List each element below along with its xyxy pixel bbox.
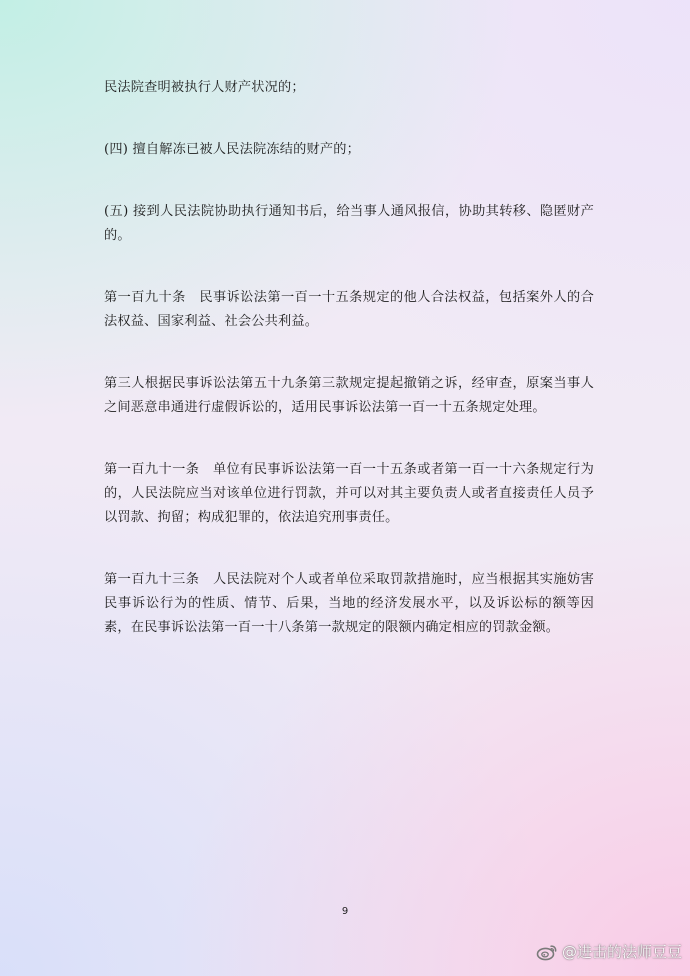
paragraph-gap [104, 248, 594, 286]
watermark-text: @进击的法师豆豆 [561, 943, 682, 961]
page-number: 9 [341, 906, 349, 917]
paragraph: 第一百九十一条 单位有民事诉讼法第一百一十五条或者第一百一十六条规定行为的，人民法院应当对该单位进行罚款，并可以对其主要负责人或者直接责任人员予以罚款、拘留；构成犯罪的，依法追究刑事责任。 [104, 462, 594, 525]
paragraph: 第一百九十三条 人民法院对个人或者单位采取罚款措施时，应当根据其实施妨害民事诉讼行为的性质、情节、后果，当地的经济发展水平，以及诉讼标的额等因素，在民事诉讼法第一百一十八条第一款规定的限额内确定相应的罚款金额。 [104, 572, 594, 635]
paragraph: 第三人根据民事诉讼法第五十九条第三款规定提起撤销之诉，经审查，原案当事人之间恶意串通进行虚假诉讼的，适用民事诉讼法第一百一十五条规定处理。 [104, 376, 594, 415]
paragraph: (四) 擅自解冻已被人民法院冻结的财产的； [104, 142, 361, 157]
paragraph-gap [104, 162, 594, 200]
paragraph-gap [104, 420, 594, 458]
paragraph-gap [104, 530, 594, 568]
paragraph-gap [104, 334, 594, 372]
weibo-watermark [536, 941, 682, 962]
paragraph: (五) 接到人民法院协助执行通知书后，给当事人通风报信，协助其转移、隐匿财产的。 [104, 204, 594, 243]
paragraph: 第一百九十条 民事诉讼法第一百一十五条规定的他人合法权益，包括案外人的合法权益、国家利益、社会公共利益。 [104, 290, 594, 329]
weibo-icon [536, 943, 558, 961]
paragraph: 民法院查明被执行人财产状况的； [104, 80, 305, 95]
paragraph-gap [104, 100, 594, 138]
document-body [104, 76, 594, 640]
